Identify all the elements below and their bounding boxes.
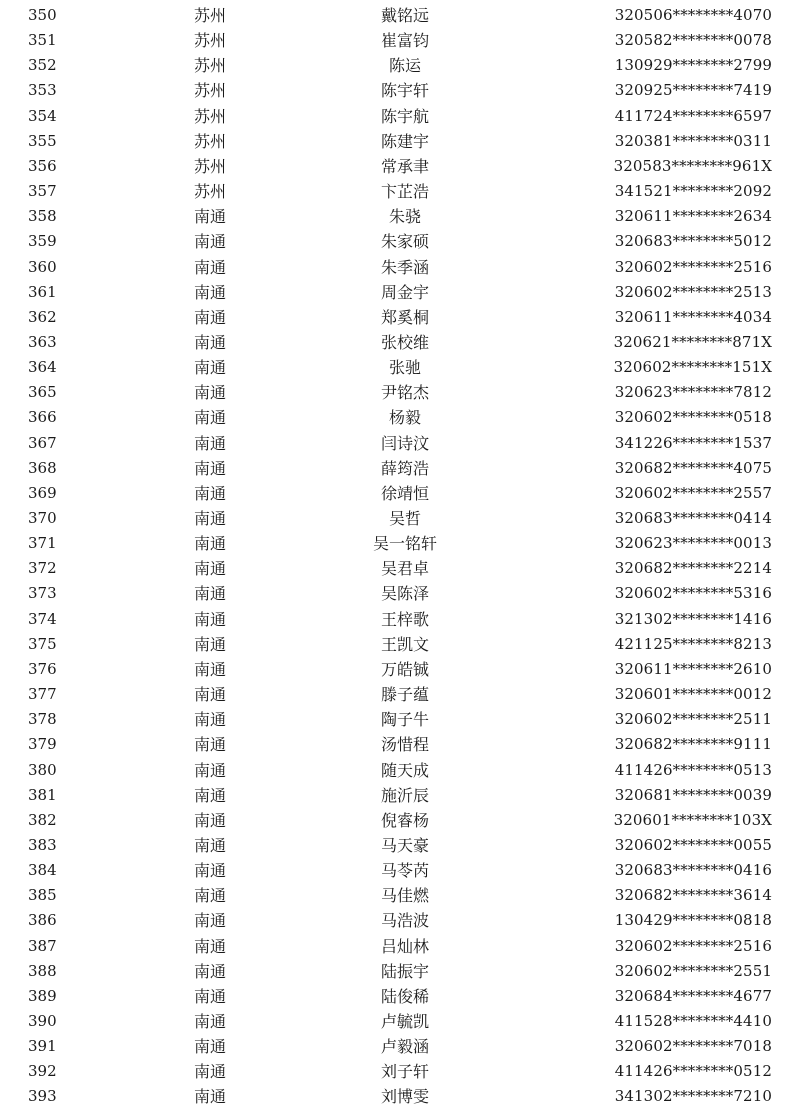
row-number: 384: [28, 861, 57, 880]
row-name: 卢毓凯: [380, 1012, 429, 1031]
row-city: 南通: [193, 332, 226, 352]
row-id-number: 320621********871X: [613, 332, 772, 351]
row-number: 382: [28, 810, 57, 829]
row-city: 南通: [193, 1087, 226, 1107]
row-number: 383: [28, 835, 57, 854]
row-id-number: 320602********0518: [614, 408, 772, 427]
row-id-number: 320681********0039: [614, 785, 772, 804]
row-id-number: 411724********6597: [614, 106, 772, 125]
table-row: [0, 305, 800, 330]
row-id-number: 320623********0013: [614, 534, 772, 553]
table-row: [0, 607, 800, 632]
row-id-number: 320683********0416: [614, 861, 772, 880]
row-id-number: 320602********2516: [614, 936, 772, 955]
row-id-number: 320506********4070: [614, 6, 772, 24]
row-id-number: 411426********0513: [614, 760, 772, 779]
row-name: 汤惜程: [380, 735, 429, 755]
row-name: 马天豪: [380, 835, 429, 855]
row-city: 南通: [193, 1062, 226, 1082]
row-name: 张驰: [388, 358, 421, 378]
row-number: 388: [28, 961, 57, 980]
row-name: 徐靖恒: [380, 483, 429, 503]
row-id-number: 320611********2634: [614, 207, 772, 226]
row-number: 381: [28, 785, 57, 804]
row-name: 陆俊稀: [380, 986, 429, 1006]
row-id-number: 320601********0012: [614, 685, 772, 704]
row-id-number: 411528********4410: [614, 1012, 772, 1030]
row-city: 苏州: [193, 56, 226, 76]
row-id-number: 320682********4075: [614, 458, 772, 477]
row-city: 南通: [193, 559, 226, 579]
table-row: [0, 581, 800, 606]
row-number: 368: [28, 458, 57, 477]
row-number: 370: [28, 509, 57, 527]
table-row: [0, 883, 800, 908]
row-name: 吕灿林: [380, 936, 429, 956]
row-city: 南通: [193, 986, 226, 1006]
row-name: 王梓歌: [380, 609, 429, 629]
table-row: [0, 355, 800, 380]
table-row: [0, 481, 800, 506]
table-row: [0, 53, 800, 78]
row-city: 南通: [193, 509, 226, 528]
table-row: [0, 129, 800, 154]
table-row: [0, 255, 800, 280]
row-name: 刘子轩: [380, 1062, 429, 1082]
row-city: 南通: [193, 609, 226, 629]
row-name: 王凯文: [380, 634, 429, 654]
row-city: 南通: [193, 458, 226, 478]
row-number: 378: [28, 710, 57, 729]
table-row: [0, 1059, 800, 1084]
row-city: 苏州: [193, 6, 226, 25]
row-id-number: 320602********2511: [614, 710, 772, 729]
row-city: 南通: [193, 659, 226, 679]
row-number: 371: [28, 534, 57, 553]
row-city: 南通: [193, 383, 226, 403]
row-id-number: 320602********5316: [614, 584, 772, 603]
row-number: 372: [28, 559, 57, 578]
row-city: 南通: [193, 1037, 226, 1057]
row-id-number: 130929********2799: [614, 56, 772, 75]
row-name: 万皓铖: [380, 659, 429, 679]
row-name: 闫诗汶: [380, 433, 429, 453]
row-name: 倪睿杨: [380, 810, 429, 830]
row-id-number: 320602********2551: [614, 961, 772, 980]
row-city: 南通: [193, 257, 226, 277]
row-name: 常承聿: [380, 156, 429, 176]
row-id-number: 421125********8213: [614, 634, 772, 653]
row-name: 陈建宇: [380, 131, 429, 151]
row-id-number: 320602********2557: [614, 483, 772, 502]
row-number: 360: [28, 257, 57, 276]
row-name: 朱骁: [388, 207, 421, 227]
row-city: 南通: [193, 282, 226, 302]
row-number: 351: [28, 31, 57, 50]
row-number: 353: [28, 81, 57, 100]
row-name: 戴铭远: [380, 6, 429, 25]
table-row: [0, 984, 800, 1009]
table-row: [0, 657, 800, 682]
row-number: 361: [28, 282, 57, 301]
row-name: 卞芷浩: [380, 182, 429, 202]
table-row: [0, 78, 800, 103]
table-row: [0, 280, 800, 305]
table-row: [0, 204, 800, 229]
row-city: 南通: [193, 760, 226, 780]
table-row: [0, 380, 800, 405]
table-row: [0, 556, 800, 581]
row-city: 苏州: [193, 156, 226, 176]
row-name: 尹铭杰: [380, 383, 429, 403]
row-name: 陈宇航: [380, 106, 429, 126]
row-city: 南通: [193, 534, 226, 554]
row-name: 吴一铭轩: [372, 534, 437, 554]
row-number: 387: [28, 936, 57, 955]
row-name: 陶子牛: [380, 710, 429, 730]
row-id-number: 341302********7210: [614, 1087, 772, 1106]
row-city: 南通: [193, 835, 226, 855]
row-number: 379: [28, 735, 57, 754]
row-id-number: 320925********7419: [614, 81, 772, 100]
row-name: 陆振宇: [380, 961, 429, 981]
row-number: 359: [28, 232, 57, 251]
table-row: [0, 431, 800, 456]
row-name: 陈宇轩: [380, 81, 429, 101]
table-row: [0, 858, 800, 883]
row-name: 崔富钧: [380, 31, 429, 51]
row-name: 滕子蕴: [380, 685, 429, 705]
row-number: 391: [28, 1037, 57, 1056]
row-name: 张校维: [380, 332, 429, 352]
row-id-number: 320682********3614: [614, 886, 772, 905]
row-number: 373: [28, 584, 57, 603]
row-id-number: 320602********0055: [614, 835, 772, 854]
row-id-number: 321302********1416: [614, 609, 772, 628]
table-row: [0, 3, 800, 28]
row-id-number: 320602********2513: [614, 282, 772, 301]
table-row: [0, 531, 800, 556]
row-id-number: 320601********103X: [613, 810, 772, 829]
row-city: 苏州: [193, 106, 226, 126]
row-name: 郑奚桐: [380, 307, 429, 327]
table-row: [0, 456, 800, 481]
table-row: [0, 330, 800, 355]
row-number: 393: [28, 1087, 57, 1106]
row-id-number: 341521********2092: [614, 182, 772, 201]
table-row: [0, 28, 800, 53]
table-row: [0, 959, 800, 984]
row-city: 南通: [193, 307, 226, 327]
row-name: 刘博雯: [380, 1087, 429, 1107]
table-row: [0, 783, 800, 808]
row-number: 356: [28, 156, 57, 175]
row-city: 南通: [193, 232, 226, 252]
row-name: 薛筠浩: [380, 458, 429, 478]
row-name: 吴哲: [388, 509, 421, 528]
row-number: 363: [28, 332, 57, 351]
row-id-number: 320583********961X: [613, 156, 772, 175]
table-row: [0, 506, 800, 531]
row-city: 苏州: [193, 31, 226, 51]
table-row: [0, 833, 800, 858]
row-city: 南通: [193, 936, 226, 956]
row-id-number: 320682********2214: [614, 559, 772, 578]
row-id-number: 320381********0311: [614, 131, 772, 150]
row-name: 施沂辰: [380, 785, 429, 805]
table-row: [0, 908, 800, 933]
row-number: 358: [28, 207, 57, 226]
row-number: 352: [28, 56, 57, 75]
row-name: 马浩波: [380, 911, 429, 931]
row-number: 364: [28, 358, 57, 377]
row-name: 周金宇: [380, 282, 429, 302]
table-row: [0, 229, 800, 254]
table-row: [0, 732, 800, 757]
row-number: 392: [28, 1062, 57, 1081]
row-city: 南通: [193, 433, 226, 453]
row-id-number: 320611********4034: [614, 307, 772, 326]
row-city: 南通: [193, 685, 226, 705]
row-name: 陈运: [388, 56, 421, 76]
row-id-number: 320623********7812: [614, 383, 772, 402]
row-id-number: 320683********0414: [614, 509, 772, 527]
row-number: 350: [28, 6, 57, 24]
row-number: 362: [28, 307, 57, 326]
table-row: [0, 179, 800, 204]
row-city: 南通: [193, 358, 226, 378]
row-id-number: 320682********9111: [614, 735, 772, 754]
table-row: [0, 758, 800, 783]
row-city: 苏州: [193, 131, 226, 151]
row-number: 354: [28, 106, 57, 125]
row-city: 南通: [193, 207, 226, 227]
row-number: 365: [28, 383, 57, 402]
row-name: 朱季涵: [380, 257, 429, 277]
row-city: 苏州: [193, 81, 226, 101]
row-id-number: 320602********7018: [614, 1037, 772, 1056]
row-id-number: 320683********5012: [614, 232, 772, 251]
table-row: [0, 707, 800, 732]
row-name: 随天成: [380, 760, 429, 780]
row-city: 南通: [193, 785, 226, 805]
table-row: [0, 1009, 800, 1034]
row-city: 南通: [193, 911, 226, 931]
row-city: 南通: [193, 584, 226, 604]
row-city: 南通: [193, 861, 226, 881]
row-name: 马佳燃: [380, 886, 429, 906]
row-city: 南通: [193, 710, 226, 730]
row-name: 马苓芮: [380, 861, 429, 881]
row-number: 389: [28, 986, 57, 1005]
row-id-number: 130429********0818: [614, 911, 772, 930]
row-number: 355: [28, 131, 57, 150]
table-row: [0, 632, 800, 657]
row-city: 南通: [193, 961, 226, 981]
row-name: 朱家硕: [380, 232, 429, 252]
row-number: 369: [28, 483, 57, 502]
row-number: 380: [28, 760, 57, 779]
row-id-number: 320602********2516: [614, 257, 772, 276]
table-row: [0, 1034, 800, 1059]
row-id-number: 320602********151X: [613, 358, 772, 377]
row-id-number: 320684********4677: [614, 986, 772, 1005]
row-name: 卢毅涵: [380, 1037, 429, 1057]
row-id-number: 411426********0512: [614, 1062, 772, 1081]
row-number: 366: [28, 408, 57, 427]
row-number: 390: [28, 1012, 57, 1030]
row-number: 374: [28, 609, 57, 628]
row-number: 367: [28, 433, 57, 452]
row-number: 377: [28, 685, 57, 704]
table-row: [0, 104, 800, 129]
row-city: 苏州: [193, 182, 226, 202]
row-city: 南通: [193, 735, 226, 755]
row-name: 吴君卓: [380, 559, 429, 579]
row-city: 南通: [193, 810, 226, 830]
row-number: 375: [28, 634, 57, 653]
table-row: [0, 682, 800, 707]
row-id-number: 320611********2610: [614, 659, 772, 678]
row-city: 南通: [193, 483, 226, 503]
table-row: [0, 934, 800, 959]
row-id-number: 320582********0078: [614, 31, 772, 50]
table-row: [0, 1084, 800, 1109]
row-city: 南通: [193, 634, 226, 654]
row-id-number: 341226********1537: [614, 433, 772, 452]
row-number: 386: [28, 911, 57, 930]
row-number: 357: [28, 182, 57, 201]
row-city: 南通: [193, 408, 226, 428]
row-name: 吴陈泽: [380, 584, 429, 604]
row-number: 376: [28, 659, 57, 678]
row-city: 南通: [193, 886, 226, 906]
row-number: 385: [28, 886, 57, 905]
table-row: [0, 808, 800, 833]
row-city: 南通: [193, 1012, 226, 1031]
row-name: 杨毅: [388, 408, 421, 428]
table-row: [0, 405, 800, 430]
table-row: [0, 154, 800, 179]
